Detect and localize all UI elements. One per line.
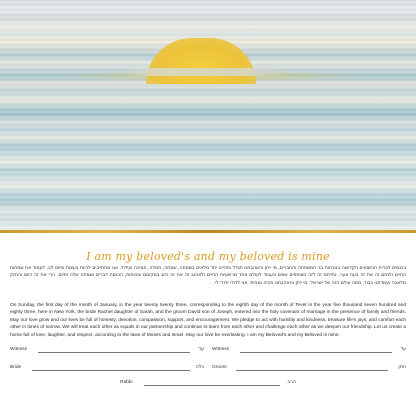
rabbi-line (144, 385, 280, 386)
witness-1-label: Witness (10, 347, 28, 352)
rabbi-signature-line (120, 378, 296, 387)
witness-2-hebrew: עד (400, 347, 406, 352)
groom-hebrew: חתן (398, 365, 406, 370)
witness-1-line (38, 352, 190, 353)
bride-hebrew: כלה (195, 365, 204, 370)
rabbi-label: Rabbi (120, 380, 133, 385)
english-text: On Sunday, the first day of the month of January, in the year twenty twenty three, corresponding to the eighth day of the month of Tevet in the year five thousand seven hundred and eighty three, here in New York, the bride Rachel daughter of Sarah, and the groom David son of Joseph, entered into the holy covenant of marriage in the presence of family and friends. May our love grow and our lives be full of honesty, devotion, compassion, support, and encouragement. We pledge to act with humility and kindness, treasure life's joys, and comfort each other in times of sorrow. We will treat each other as equals in our partnership and continue to learn from each other and challenge each other as we deepen our friendship. Let us create a home full of love, laughter, and respect, according to the laws of Moses and Israel. May our love be everlasting. I am my Beloved's and my Beloved is mine. (10, 303, 406, 338)
witness-1-hebrew: עד (198, 347, 204, 352)
setting-sun (146, 38, 256, 84)
rabbi-hebrew: הרב (287, 380, 296, 385)
gold-divider (0, 230, 416, 233)
groom-line (236, 370, 388, 371)
groom-label: Groom (212, 365, 227, 370)
bride-line (32, 370, 190, 371)
witness-2-signature-line (212, 345, 406, 354)
groom-signature-line (212, 363, 406, 372)
witness-2-label: Witness (212, 347, 230, 352)
bride-signature-line (10, 363, 204, 372)
hebrew-text: בכנסים לברית הנישואים הקדושה בנוכחות בני המשפחה והחברים, מי ייתן והאהבתנו תגדל ותהיינו יחד מלאים בשמחה, שמחה, חמלה, תמיכה ועידוד. אנו מתחייבים להיות בעצות ופיוס לב, לעמוד את שמחות החיים ולנחם זה את זה בעת צער. נתייחס זה לזה כשותפים שווים ונעבוד לעולם אחד מרשעיות החיים ולאהוב זה את זה כזוג במקומם ובכוחות, הכנסת דברים ושמחה שלה ופיוס. הרי את זה היום והחזק מלאכה ועמדתנו כבוד, ממה עולם הזה של ישראל. מי ייתן והאהבתנו תהיה נצחית. אני לדודי ודודי לי. (10, 266, 406, 286)
horizon-cloud-band (120, 68, 290, 76)
ketubah-title: I am my beloved's and my beloved is mine (86, 250, 330, 263)
bride-label: Bride (10, 365, 22, 370)
witness-1-signature-line (10, 345, 204, 354)
witness-2-line (240, 352, 392, 353)
